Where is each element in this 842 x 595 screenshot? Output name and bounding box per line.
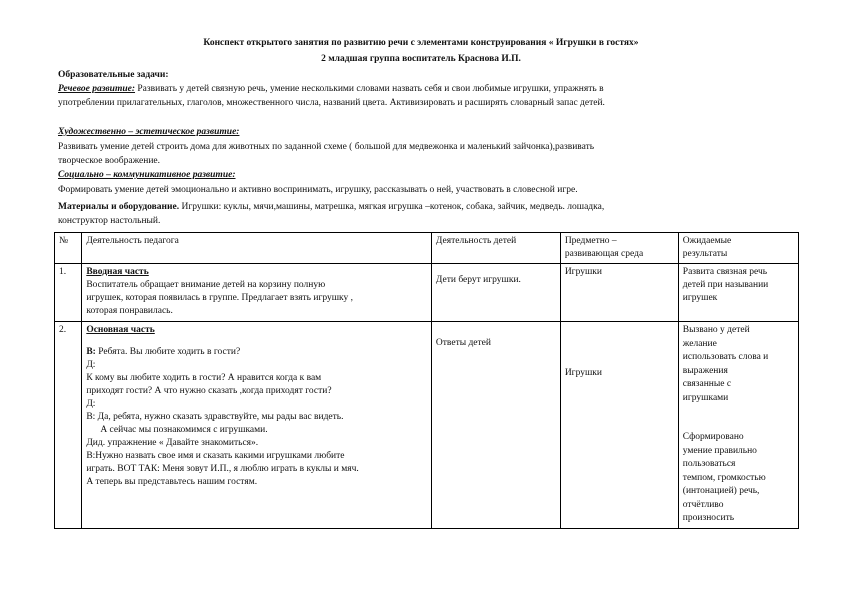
row2-result-line4: выражения (682, 365, 728, 376)
row2-result-line2: желание (682, 338, 717, 349)
document-subtitle: 2 младшая группа воспитатель Краснова И.П. (321, 54, 521, 64)
row2-result-line10: темпом, громкостью (682, 472, 766, 483)
row2-teacher-line5: Д: (86, 399, 96, 409)
row2-teacher-line3: К кому вы любите ходить в гости? А нравится когда к вам (86, 373, 322, 383)
row2-teacher-line9: В:Нужно назвать свое имя и сказать какими игрушками любите (86, 451, 345, 461)
row2-teacher (82, 322, 432, 529)
row2-teacher-line6: В: Да, ребята, нужно сказать здравствуйте, мы рады вас видеть. (86, 412, 344, 422)
row2-children (431, 322, 560, 529)
row2-result-line13: произносить (682, 513, 735, 523)
row1-result-line2: детей при назывании (682, 280, 769, 290)
row2-result-line5: связанные с (682, 379, 732, 389)
row1-teacher-line2: игрушек, которая появилась в группе. Предлагает взять игрушку , (86, 293, 354, 303)
speech-objective (58, 83, 788, 96)
row2-teacher-line7: А сейчас мы познакомимся с игрушками. (100, 425, 268, 435)
header-children: Деятельность детей (431, 233, 560, 264)
row2-part-title: Основная часть (86, 325, 155, 335)
header-environment (560, 233, 678, 264)
row2-result-line8: умение правильно (682, 445, 757, 456)
social-text: Формировать умение детей эмоционально и активно воспринимать, игрушку, рассказывать о ней, участвовать в словесной игре. (58, 185, 578, 195)
speech-text-1: Развивать у детей связную речь, умение несколькими словами назвать себя и свои любимые игрушки, упражнять в (135, 84, 604, 94)
materials-text-2: конструктор настольный. (58, 216, 161, 226)
row2-result-line1: Вызвано у детей (682, 325, 750, 335)
row2-environment-text: Игрушки (564, 368, 602, 378)
row2-results (678, 322, 798, 529)
materials-line (58, 201, 788, 214)
table-row (55, 322, 799, 529)
row2-result-line11: (интонацией) речь, (682, 486, 760, 496)
row2-teacher-line4: приходят гости? А что нужно сказать ,когда приходят гости? (86, 386, 332, 396)
row2-teacher-line2: Д: (86, 360, 96, 370)
header-results-line2: результаты (682, 249, 728, 259)
row2-teacher-line1 (86, 346, 427, 359)
header-results (678, 233, 798, 264)
header-teacher: Деятельность педагога (82, 233, 432, 264)
row1-teacher (82, 264, 432, 322)
art-text-2: творческое воображение. (58, 156, 161, 166)
objectives-heading: Образовательные задачи: (58, 70, 169, 80)
row1-children (431, 264, 560, 322)
row1-children-text: Дети берут игрушки. (435, 275, 521, 285)
row2-result-line3: использовать слова и (682, 352, 769, 362)
row2-teacher-line1-text: Ребята. Вы любите ходить в гости? (95, 347, 241, 357)
row1-result-line3: игрушек (682, 293, 718, 303)
art-label: Художественно – эстетическое развитие: (58, 127, 240, 137)
speech-label: Речевое развитие: (58, 84, 136, 94)
row2-teacher-line8: Дид. упражнение « Давайте знакомиться». (86, 438, 259, 448)
row2-teacher-line11: А теперь вы представьтесь нашим гостям. (86, 477, 258, 487)
row2-result-line12: отчётливо (682, 499, 724, 510)
table-header-row (55, 233, 799, 264)
row1-teacher-line1: Воспитатель обращает внимание детей на корзину полную (86, 280, 326, 290)
teacher-label: В: (86, 347, 96, 357)
document-title: Конспект открытого занятия по развитию речи с элементами конструирования « Игрушки в гостях» (203, 38, 639, 48)
art-text-1: Развивать умение детей строить дома для животных по заданной схеме ( большой для медвежонка и маленький зайчонка),развивать (58, 142, 595, 152)
row2-result-line7: Сформировано (682, 432, 744, 442)
lesson-plan-table (54, 232, 799, 529)
row2-result-line9: пользоваться (682, 459, 736, 469)
row1-environment: Игрушки (560, 264, 678, 322)
header-results-line1: Ожидаемые (682, 236, 732, 246)
row1-teacher-line3: которая понравилась. (86, 306, 173, 316)
header-num: № (55, 233, 82, 264)
table-row (55, 264, 799, 322)
header-environment-line1: Предметно – (564, 236, 617, 246)
row1-result-line1: Развита связная речь (682, 267, 768, 277)
social-label: Социально – коммуникативное развитие: (58, 170, 236, 180)
row2-result-line6: игрушками (682, 392, 729, 403)
row1-part-title: Вводная часть (86, 267, 149, 277)
row2-num: 2. (55, 322, 82, 529)
header-environment-line2: развивающая среда (564, 249, 644, 259)
materials-text-1: Игрушки: куклы, мячи,машины, матрешка, мягкая игрушка –котенок, собака, зайчик, медведь. лошадка, (179, 202, 605, 212)
row2-children-text: Ответы детей (435, 338, 491, 348)
materials-label: Материалы и оборудование. (58, 202, 180, 212)
row2-teacher-line10: играть. ВОТ ТАК: Меня зовут И.П., я люблю играть в куклы и мяч. (86, 464, 359, 474)
row1-results (678, 264, 798, 322)
speech-text-2: употреблении прилагательных, глаголов, множественного числа, названий цвета. Активизировать и расширять словарный запас детей. (58, 98, 605, 108)
row2-environment (560, 322, 678, 529)
row1-num: 1. (55, 264, 82, 322)
